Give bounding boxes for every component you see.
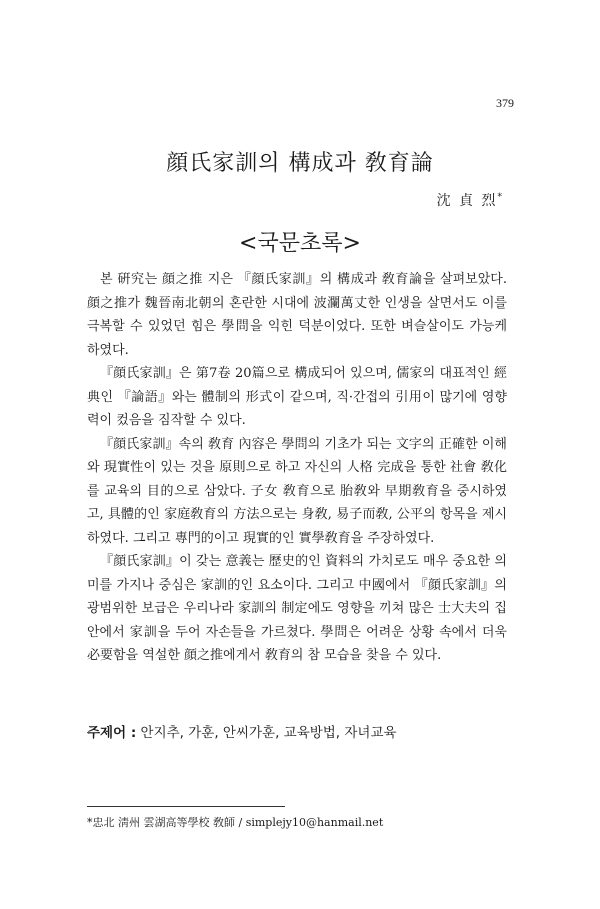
paper-title: 顔氏家訓의 構成과 敎育論	[166, 151, 434, 176]
author-footnote: *忠北 淸州 雲湖高等學校 敎師 / simplejy10@hanmail.net	[87, 816, 384, 829]
author-footnote-mark: *	[497, 192, 502, 203]
abstract-paragraph: 본 硏究는 顔之推 지은 『顔氏家訓』의 構成과 敎育論을 살펴보았다. 顔之推가 魏晉南北朝의 혼란한 시대에 波瀾萬丈한 인생을 살면서도 이를 극복할 수 있었던 힘은 學問을 익힌 덕분이었다. 또한 벼슬살이도 가능케 하였다.	[87, 272, 507, 358]
abstract-paragraph: 『顔氏家訓』은 第7卷 20篇으로 構成되어 있으며, 儒家의 대표적인 經典인 『論語』와는 體制의 形式이 같으며, 직·간접의 引用이 많기에 영향력이 컸음을 짐작할 수 있다.	[87, 366, 507, 428]
abstract-body	[87, 268, 507, 668]
abstract-paragraph: 『顔氏家訓』속의 敎育 內容은 學問의 기초가 되는 文字의 正確한 이해와 現實性이 있는 것을 原則으로 하고 자신의 人格 完成을 통한 社會 敎化를 교육의 目的으로 삼았다. 子女 敎育으로 胎敎와 早期敎育을 중시하였고, 具體的인 家庭敎育의 方法으로는 身敎, 易子而敎, 公平의 항목을 제시하였다. 그리고 專門的이고 現實的인 實學敎育을 주장하였다.	[87, 436, 507, 546]
abstract-paragraph: 『顔氏家訓』이 갖는 意義는 歷史的인 資料의 가치로도 매우 중요한 의미를 가지나 중심은 家訓的인 요소이다. 그리고 中國에서 『顔氏家訓』의 광범위한 보급은 우리나라 家訓의 制定에도 영향을 끼쳐 많은 士大夫의 집안에서 家訓을 두어 자손들을 가르쳤다. 學問은 어려운 상황 속에서 더욱 必要함을 역설한 顔之推에게서 敎育의 참 모습을 찾을 수 있다.	[87, 554, 507, 663]
keywords-label: 주제어 :	[87, 725, 137, 741]
abstract-heading: <국문초록>	[239, 231, 361, 256]
keywords	[87, 721, 517, 741]
keywords-list: 안지추, 가훈, 안씨가훈, 교육방법, 자녀교육	[140, 725, 397, 741]
author	[437, 190, 502, 210]
page-number: 379	[496, 96, 514, 110]
author-name: 沈 貞 烈	[436, 193, 498, 209]
footnote-divider	[87, 806, 285, 807]
